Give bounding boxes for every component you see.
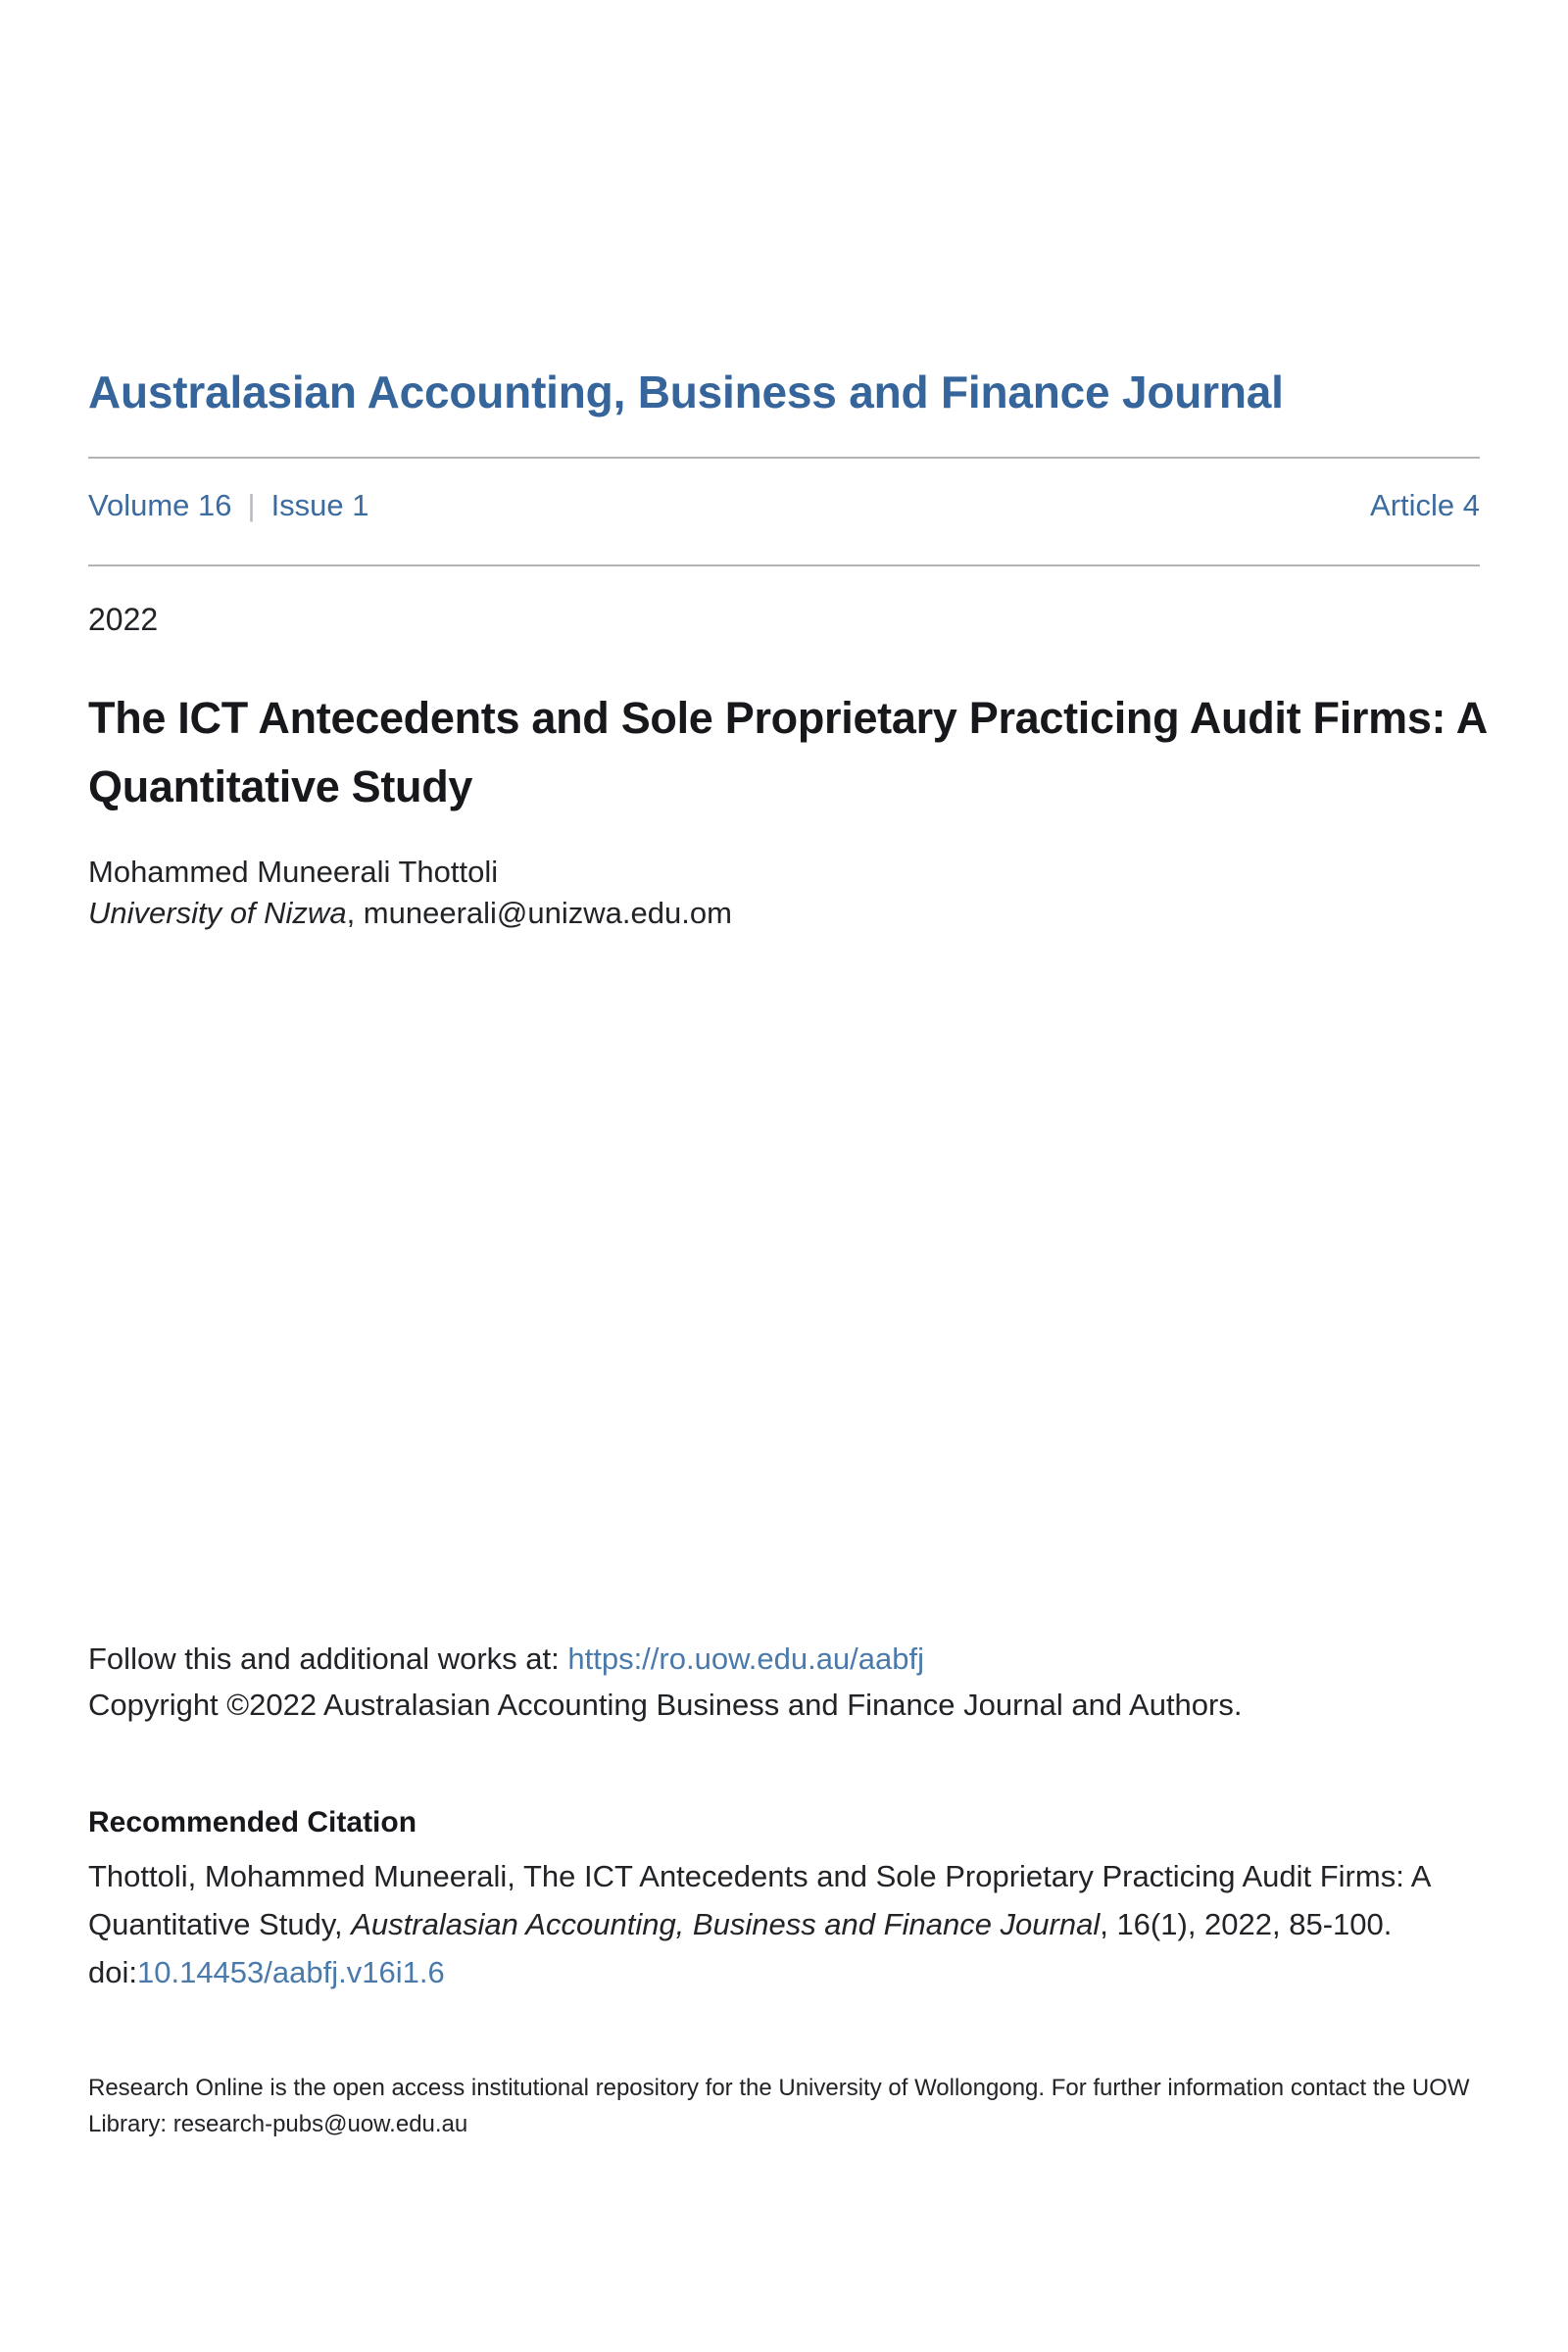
author-name: Mohammed Muneerali Thottoli bbox=[88, 855, 499, 889]
citation-text bbox=[88, 1852, 1480, 1996]
doi-link[interactable]: 10.14453/aabfj.v16i1.6 bbox=[136, 1955, 445, 1989]
follow-works-line bbox=[88, 1642, 1480, 1677]
issue-label: Issue 1 bbox=[270, 488, 369, 522]
article-number-label: Article 4 bbox=[1370, 488, 1480, 522]
follow-works-label: Follow this and additional works at: bbox=[88, 1642, 568, 1676]
repository-link[interactable]: https://ro.uow.edu.au/aabfj bbox=[567, 1642, 925, 1676]
recommended-citation-heading: Recommended Citation bbox=[88, 1806, 417, 1838]
volume-label: Volume 16 bbox=[88, 488, 232, 522]
citation-segment-before: Thottoli, Mohammed Muneerali, The ICT Antecedents and Sole Proprietary Practicing Audit Firms: A Quantitative Study, bbox=[88, 1859, 1430, 1941]
university-name: University of Nizwa bbox=[88, 896, 347, 930]
masthead-row bbox=[88, 488, 1480, 523]
author-affiliation bbox=[88, 893, 1480, 934]
top-divider bbox=[88, 457, 1480, 459]
author-email: , muneerali@unizwa.edu.om bbox=[346, 896, 732, 930]
publication-year: 2022 bbox=[88, 602, 159, 637]
citation-segment-after: , 16(1), 2022, 85-100. doi: bbox=[88, 1907, 1393, 1989]
repository-footer-text: Research Online is the open access institutional repository for the University of Wollongong. For further information contact the UOW Library: research-pubs@uow.edu.au bbox=[88, 2075, 1470, 2137]
copyright-text: Copyright ©2022 Australasian Accounting Business and Finance Journal and Authors. bbox=[88, 1688, 1243, 1722]
citation-journal-name: Australasian Accounting, Business and Finance Journal bbox=[351, 1907, 1101, 1941]
volume-issue-group bbox=[88, 488, 369, 523]
article-title: The ICT Antecedents and Sole Proprietary Practicing Audit Firms: A Quantitative Study bbox=[88, 693, 1487, 811]
masthead-divider bbox=[88, 564, 1480, 566]
masthead-separator: | bbox=[247, 488, 256, 522]
journal-title: Australasian Accounting, Business and Finance Journal bbox=[88, 367, 1284, 417]
